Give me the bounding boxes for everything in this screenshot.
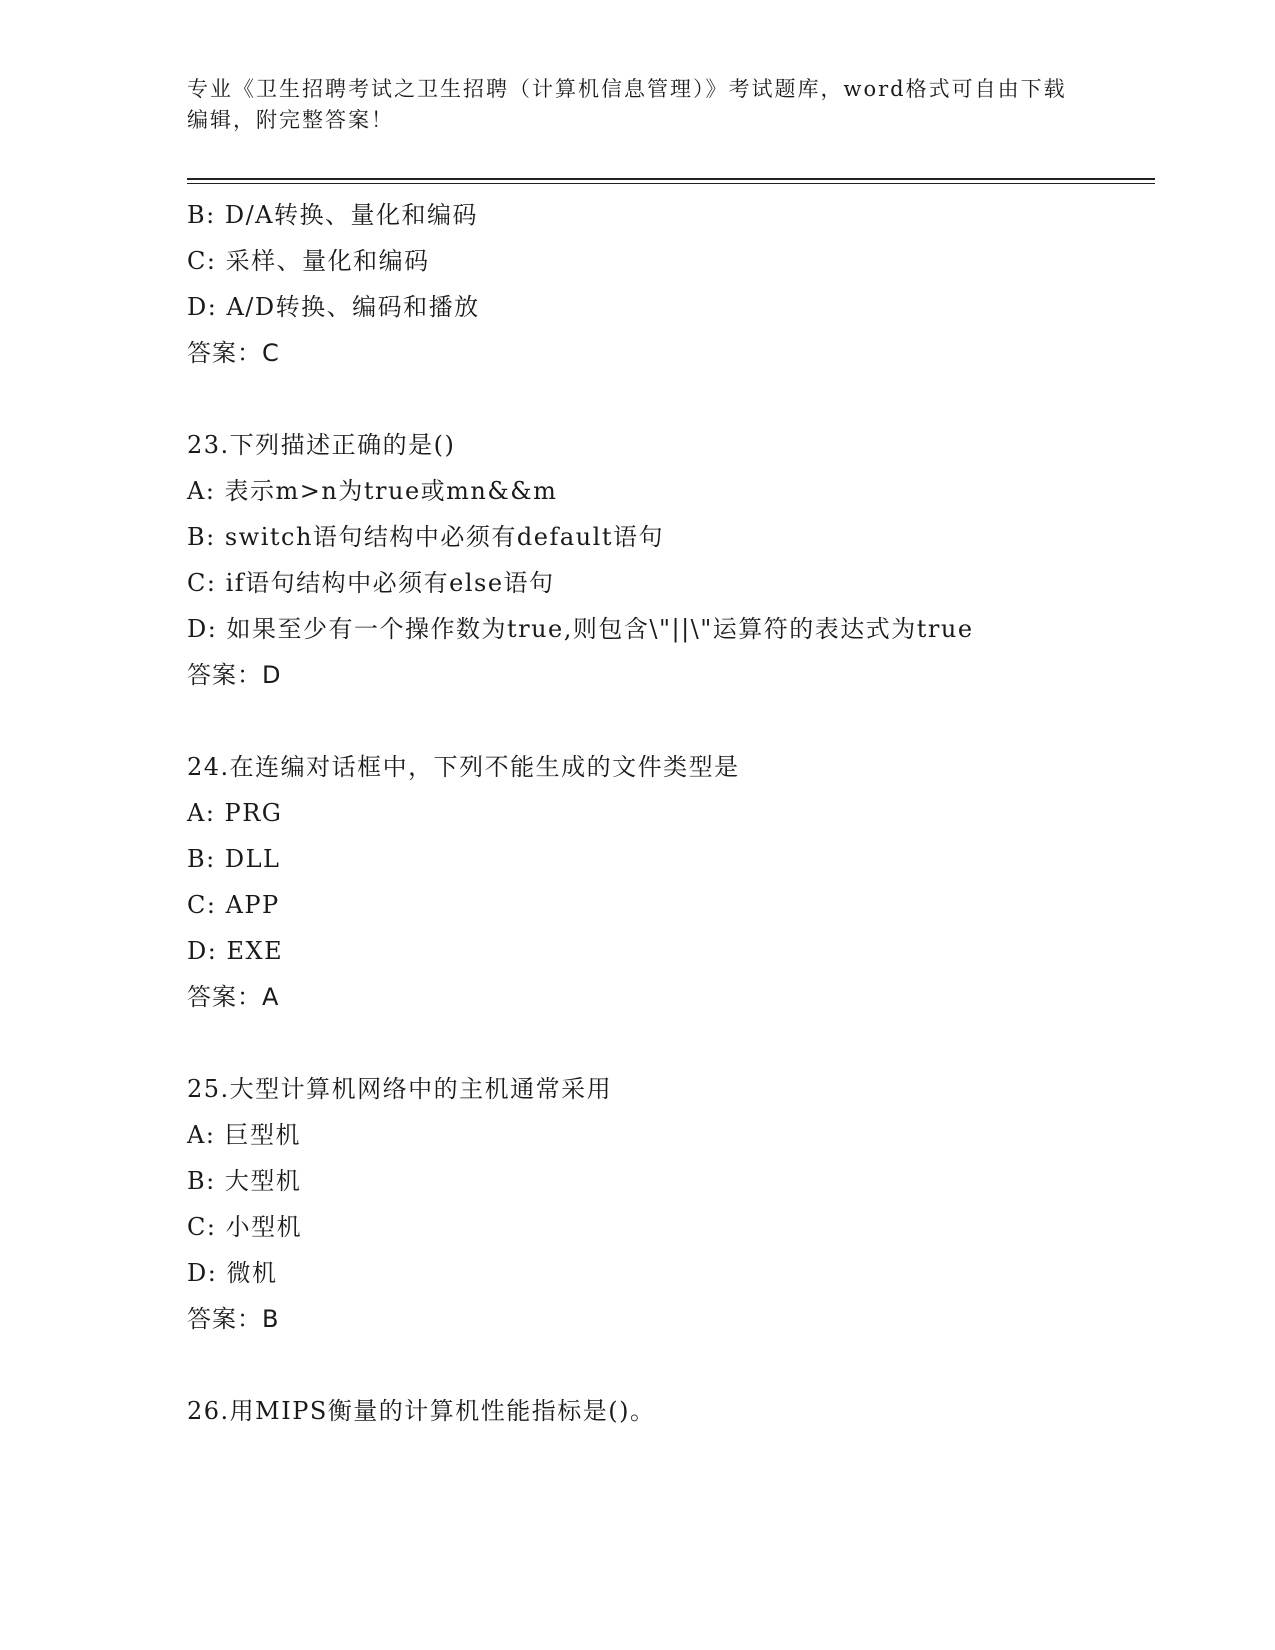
question-list	[187, 192, 1067, 1434]
answer-line: 答案：D	[187, 661, 282, 689]
option-c: C: if语句结构中必须有else语句	[187, 569, 555, 597]
question-stem: 25.大型计算机网络中的主机通常采用	[187, 1075, 613, 1103]
option-c: C: APP	[187, 891, 280, 919]
question-stem: 23.下列描述正确的是()	[187, 431, 456, 459]
option-b: B: switch语句结构中必须有default语句	[187, 523, 664, 551]
option-b: B: D/A转换、量化和编码	[187, 201, 479, 229]
question-block	[187, 744, 1067, 1020]
question-stem: 26.用MIPS衡量的计算机性能指标是()。	[187, 1397, 656, 1425]
header-rule-thin	[187, 183, 1155, 184]
option-d: D: 如果至少有一个操作数为true,则包含\"||\"运算符的表达式为true	[187, 615, 974, 643]
answer-line: 答案：B	[187, 1305, 280, 1333]
answer-line: 答案：A	[187, 983, 280, 1011]
question-block	[187, 1388, 1067, 1434]
option-b: B: DLL	[187, 845, 281, 873]
option-c: C: 小型机	[187, 1213, 303, 1241]
option-a: A: PRG	[187, 799, 283, 827]
question-block	[187, 192, 1067, 376]
answer-line: 答案：C	[187, 339, 280, 367]
option-a: A: 表示m>n为true或mn&&m	[187, 477, 558, 505]
option-a: A: 巨型机	[187, 1121, 302, 1149]
header-rule-thick	[187, 178, 1155, 180]
spacer	[187, 1342, 1067, 1388]
spacer	[187, 376, 1067, 422]
question-stem: 24.在连编对话框中，下列不能生成的文件类型是	[187, 753, 740, 781]
option-d: D: 微机	[187, 1259, 278, 1287]
spacer	[187, 1020, 1067, 1066]
option-c: C: 采样、量化和编码	[187, 247, 430, 275]
option-d: D: A/D转换、编码和播放	[187, 293, 480, 321]
question-block	[187, 422, 1067, 698]
option-d: D: EXE	[187, 937, 284, 965]
question-block	[187, 1066, 1067, 1342]
option-b: B: 大型机	[187, 1167, 302, 1195]
spacer	[187, 698, 1067, 744]
document-header: 专业《卫生招聘考试之卫生招聘（计算机信息管理）》考试题库，word格式可自由下载编辑，附完整答案！	[187, 77, 1067, 132]
